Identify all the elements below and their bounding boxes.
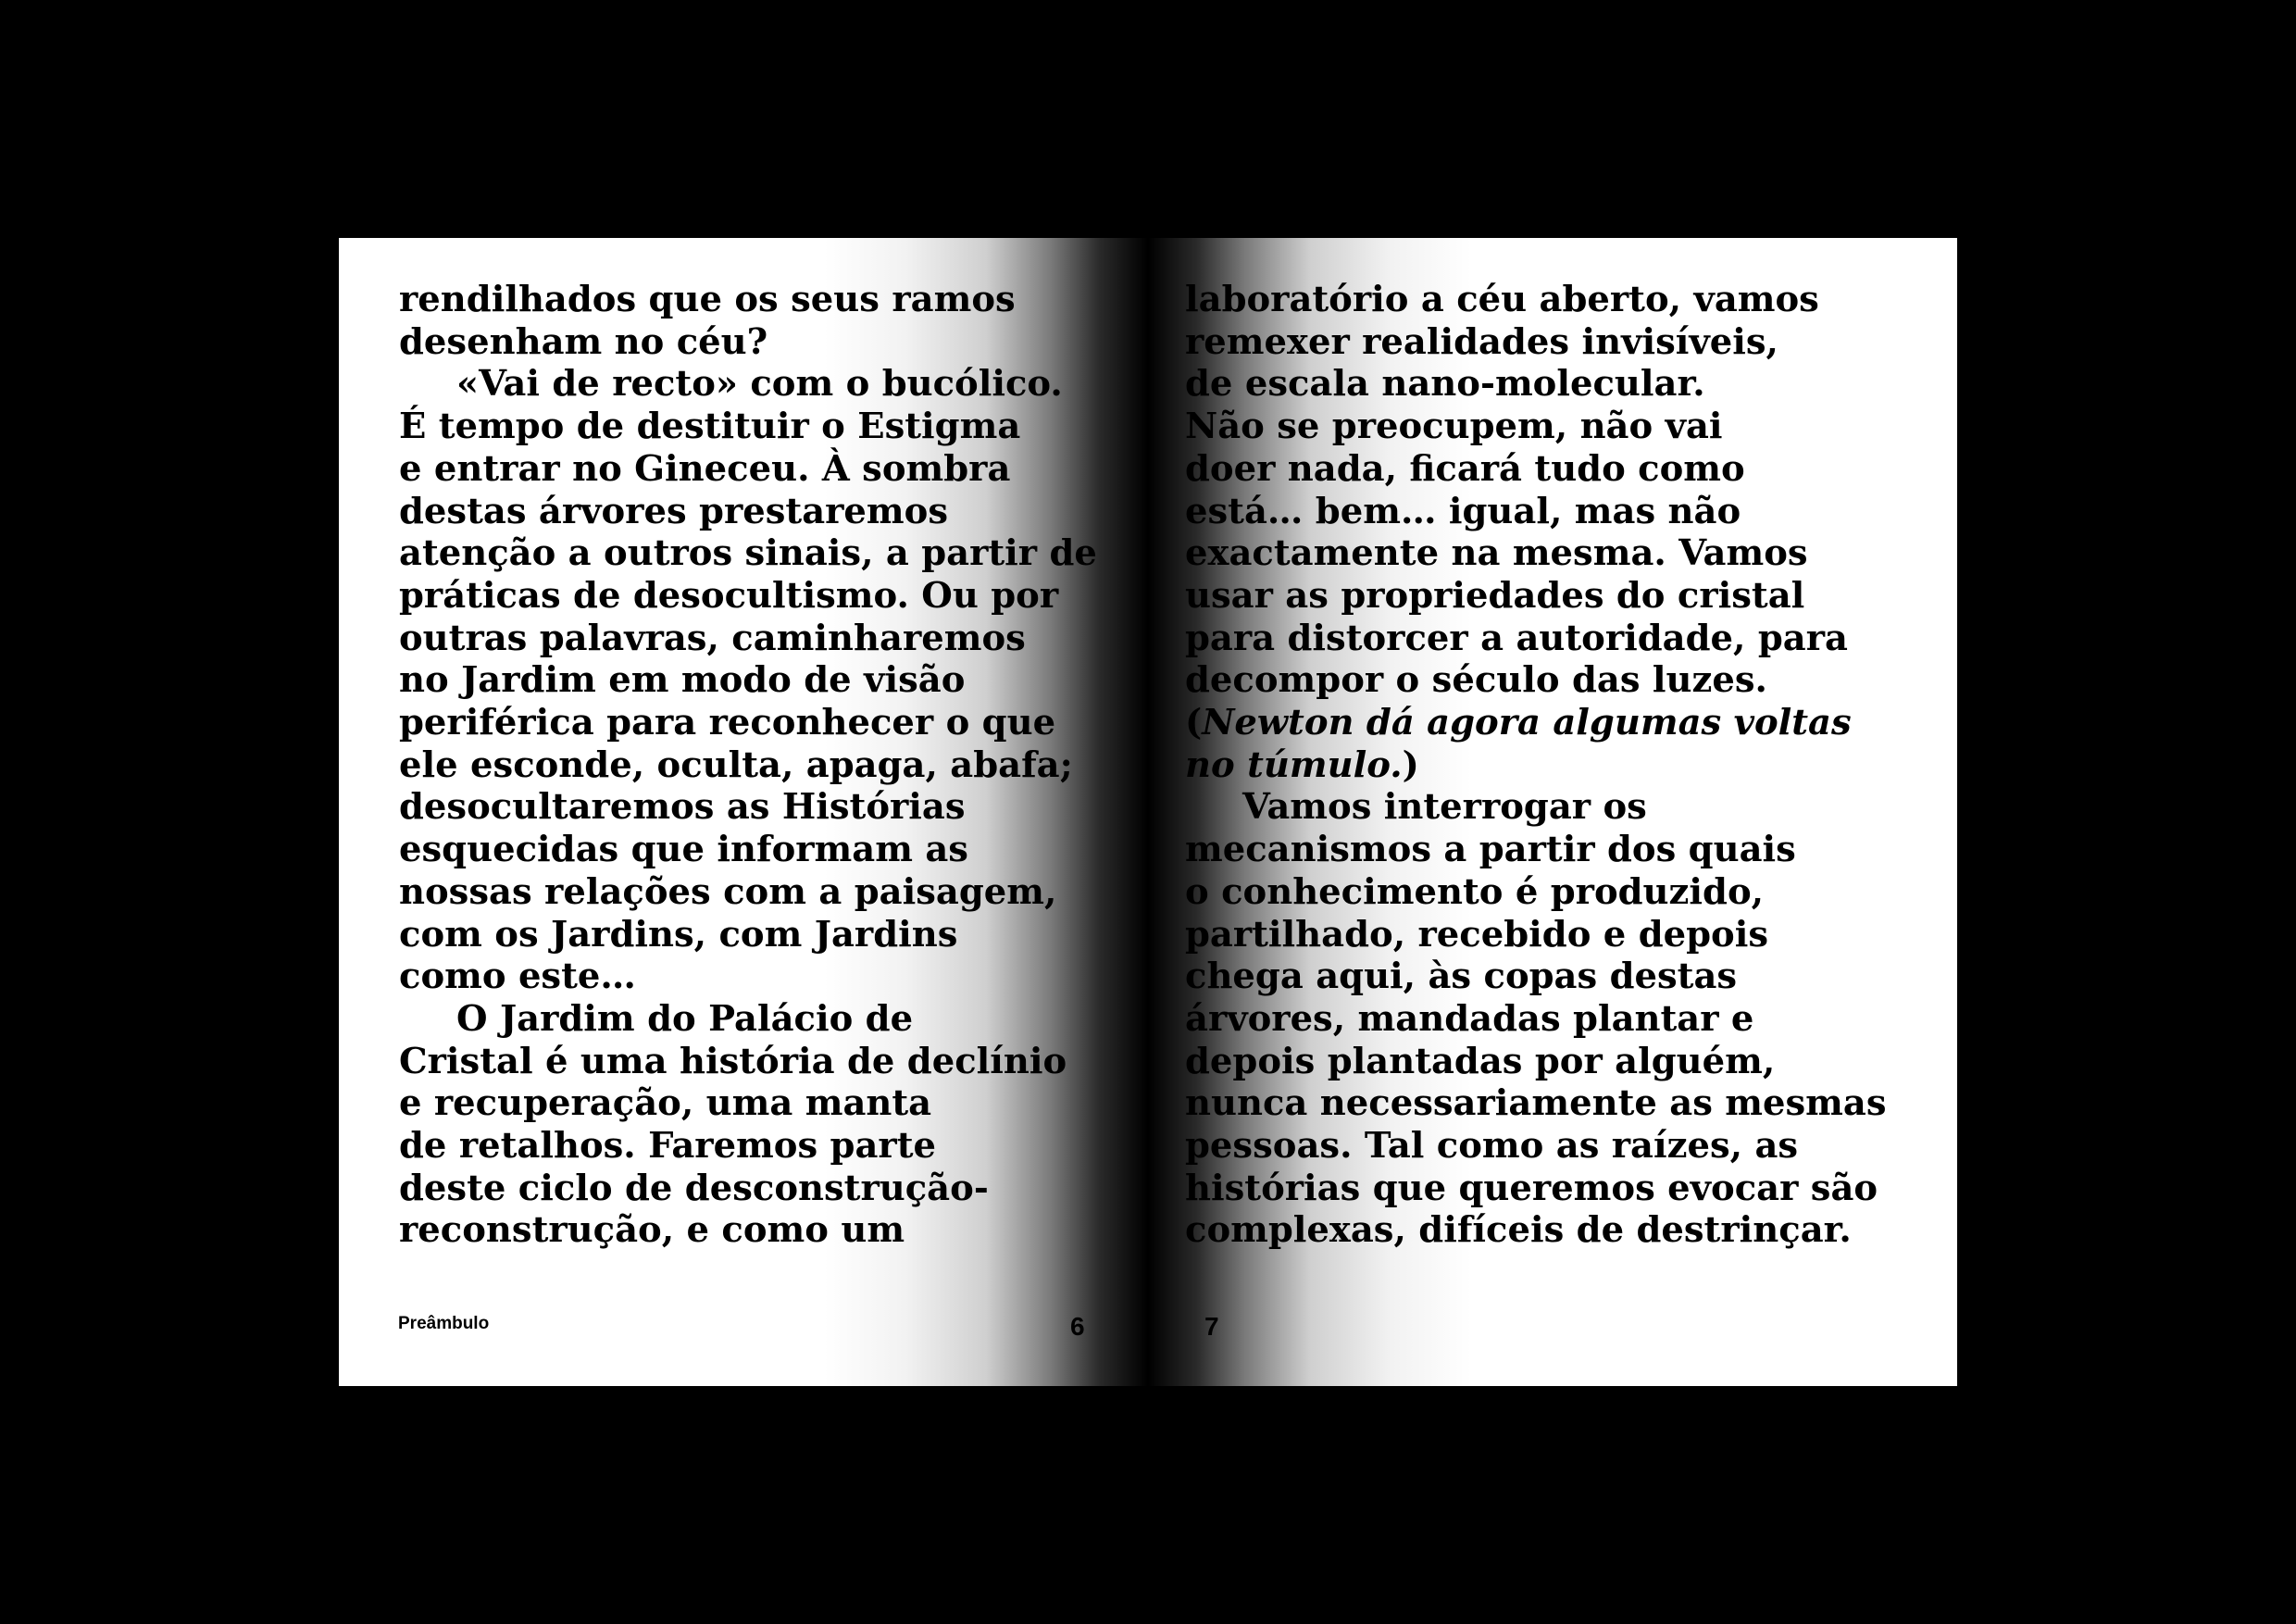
left-page [339,238,1148,1386]
text-line: pessoas. Tal como as raízes, as [1185,1125,1799,1168]
text-line: chega aqui, às copas destas [1185,956,1738,998]
text-line: laboratório a céu aberto, vamos [1185,279,1819,320]
text-line [1185,702,1852,744]
text-line: ele esconde, oculta, apaga, abafa; [399,743,1073,786]
text-line: Não se preocupem, não vai [1185,406,1723,448]
text-line: Vamos interrogar os [1242,786,1647,829]
text-line: com os Jardins, com Jardins [399,913,958,956]
text-line: desenham no céu? [399,320,768,363]
text-line: árvores, mandadas plantar e [1185,997,1754,1040]
open-paren: ( [1185,702,1203,744]
text-line: nossas relações com a paisagem, [399,870,1057,913]
text-line: de retalhos. Faremos parte [399,1125,936,1168]
text-line: destas árvores prestaremos [399,490,949,532]
right-page-body [1185,279,1887,1252]
text-line: partilhado, recebido e depois [1185,913,1769,956]
text-line: É tempo de destituir o Estigma [399,406,1021,448]
text-line: como este… [399,956,636,998]
italic-aside: Newton dá agora algumas voltas [1202,702,1852,744]
text-line [1185,744,1833,787]
page-number: 6 [1070,1312,1085,1341]
text-line: decompor o século das luzes. [1185,659,1767,702]
text-line: esquecidas que informam as [399,829,968,871]
text-line: exactamente na mesma. Vamos [1185,532,1808,575]
text-line: Cristal é uma história de declínio [399,1040,1067,1082]
italic-aside: no túmulo. [1185,743,1403,786]
text-line: o conhecimento é produzido, [1185,870,1765,913]
text-line: O Jardim do Palácio de [456,997,914,1040]
text-line: usar as propriedades do cristal [1185,574,1805,617]
text-line: está… bem… igual, mas não [1185,490,1741,532]
text-line: remexer realidades invisíveis, [1185,320,1778,363]
text-line: práticas de desocultismo. Ou por [399,574,1059,617]
text-line: outras palavras, caminharemos [399,617,1026,659]
close-paren: ) [1402,743,1419,786]
running-footer: Preâmbulo [398,1314,490,1333]
text-line: rendilhados que os seus ramos [399,279,1016,320]
text-line: reconstrução, e como um [399,1209,905,1252]
text-line: atenção a outros sinais, a partir de [399,532,1097,575]
page-number: 7 [1204,1312,1219,1341]
text-line: para distorcer a autoridade, para [1185,617,1848,659]
text-line: «Vai de recto» com o bucólico. [456,363,1063,406]
text-line: histórias que queremos evocar são [1185,1167,1878,1209]
book-spread [339,238,1957,1386]
text-line: deste ciclo de desconstrução- [399,1167,989,1209]
text-line: periférica para reconhecer o que [399,702,1056,744]
text-line: mecanismos a partir dos quais [1185,829,1796,871]
right-page [1148,238,1957,1386]
text-line: nunca necessariamente as mesmas [1185,1082,1887,1125]
text-line: complexas, difíceis de destrinçar. [1185,1209,1852,1252]
text-line: no Jardim em modo de visão [399,659,966,702]
text-line: doer nada, ficará tudo como [1185,447,1745,490]
text-line: desocultaremos as Histórias [399,786,966,829]
left-page-body [399,279,1097,1252]
text-line: e entrar no Gineceu. À sombra [399,447,1011,490]
text-line: e recuperação, uma manta [399,1082,932,1125]
text-line: depois plantadas por alguém, [1185,1040,1776,1082]
text-line: de escala nano-molecular. [1185,363,1705,406]
